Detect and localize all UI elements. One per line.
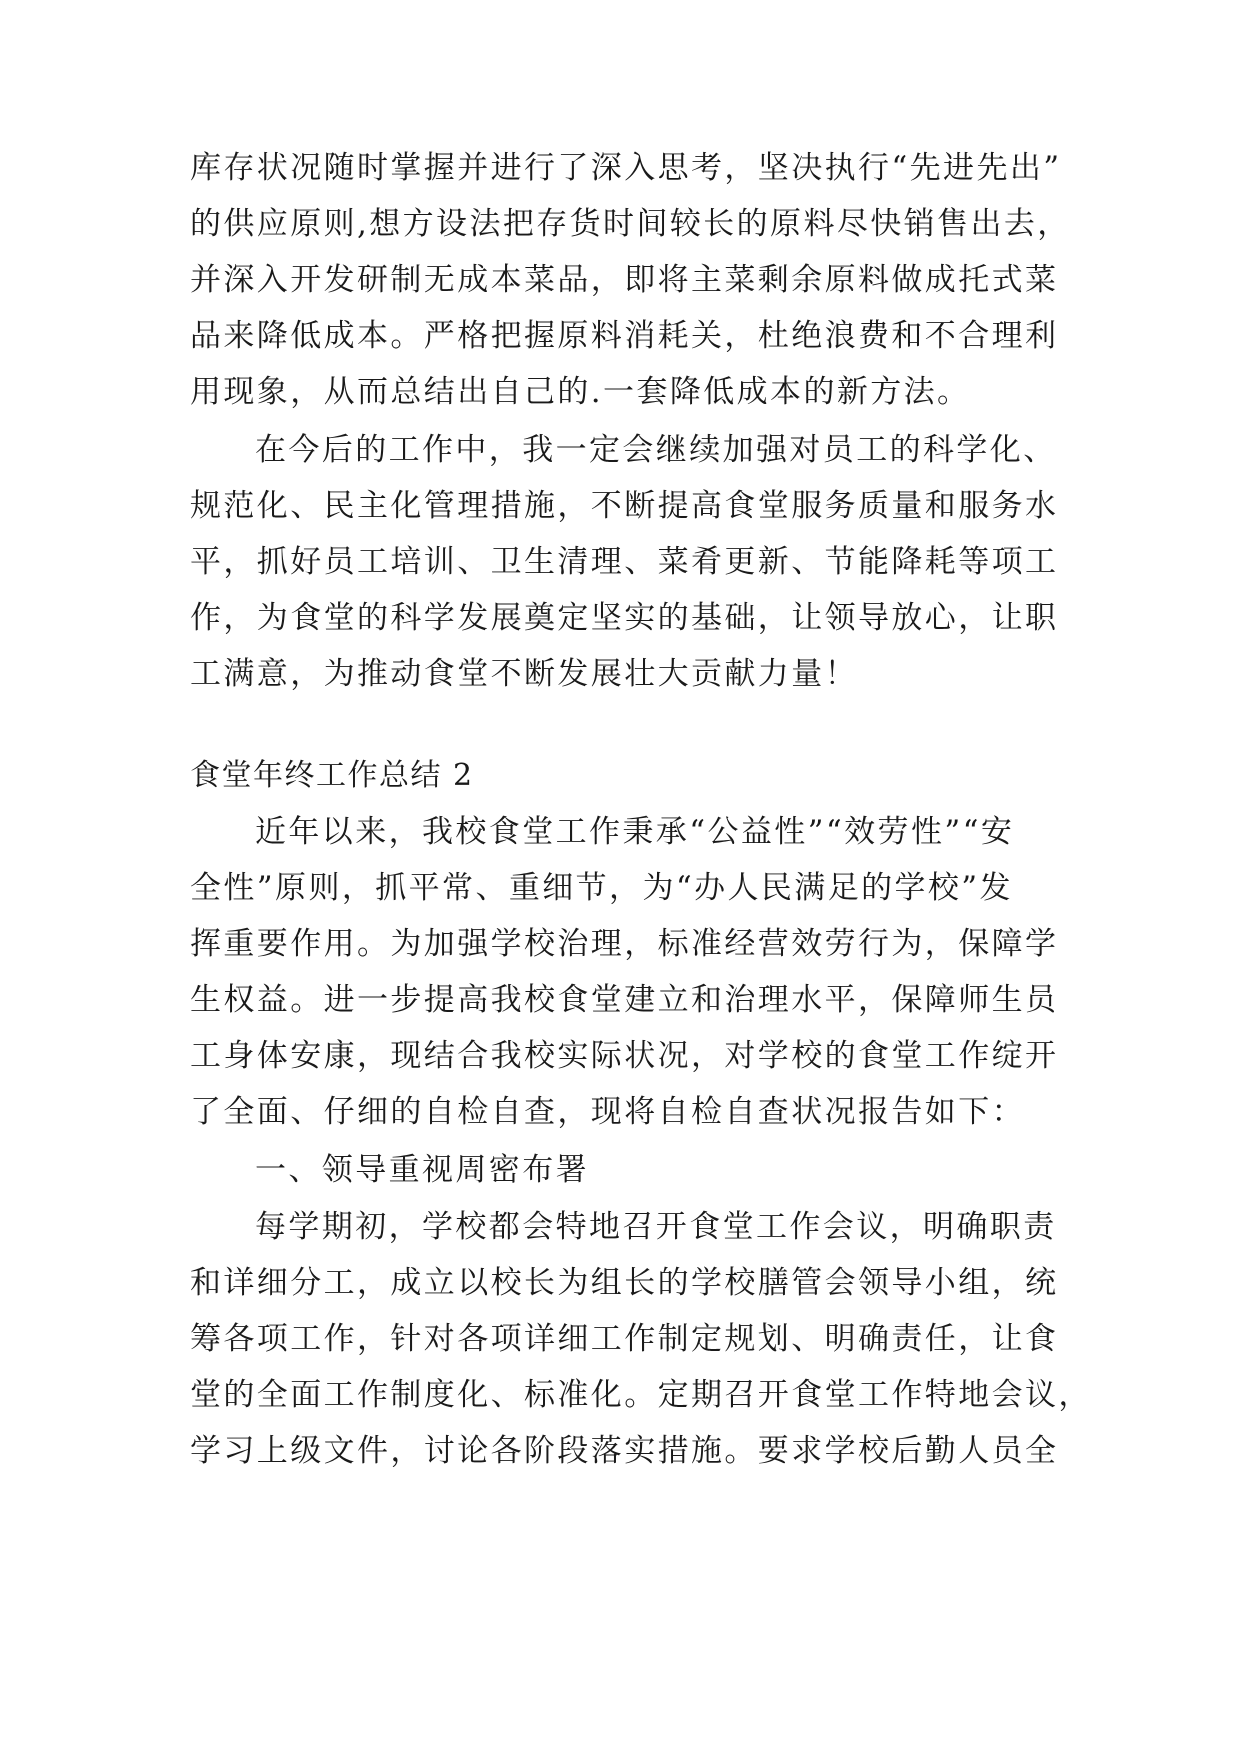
paragraph-line: 用现象，从而总结出自己的.一套降低成本的新方法。 (190, 374, 971, 410)
paragraph-line: 近年以来，我校食堂工作秉承“公益性”“效劳性”“安 (255, 814, 1015, 850)
paragraph-line: 工身体安康，现结合我校实际状况，对学校的食堂工作绽开 (190, 1038, 1059, 1074)
paragraph-line: 作，为食堂的科学发展奠定坚实的基础，让领导放心，让职 (190, 600, 1059, 636)
section-title: 食堂年终工作总结 2 (190, 758, 474, 793)
paragraph-line: 筹各项工作，针对各项详细工作制定规划、明确责任，让食 (190, 1321, 1059, 1357)
paragraph-line: 全性”原则，抓平常、重细节，为“办人民满足的学校”发 (190, 870, 1013, 906)
paragraph-line: 每学期初，学校都会特地召开食堂工作会议，明确职责 (255, 1209, 1057, 1245)
paragraph-line: 平，抓好员工培训、卫生清理、菜肴更新、节能降耗等项工 (190, 544, 1059, 580)
paragraph-line: 挥重要作用。为加强学校治理，标准经营效劳行为，保障学 (190, 926, 1059, 962)
paragraph-line: 学习上级文件，讨论各阶段落实措施。要求学校后勤人员全 (190, 1433, 1059, 1469)
paragraph-line: 并深入开发研制无成本菜品，即将主菜剩余原料做成托式菜 (190, 262, 1059, 298)
paragraph-line: 品来降低成本。严格把握原料消耗关，杜绝浪费和不合理利 (190, 318, 1059, 354)
paragraph-line: 生权益。进一步提高我校食堂建立和治理水平，保障师生员 (190, 982, 1059, 1018)
paragraph-line: 在今后的工作中，我一定会继续加强对员工的科学化、 (255, 432, 1057, 468)
paragraph-line: 了全面、仔细的自检自查，现将自检自查状况报告如下： (190, 1094, 1025, 1130)
subheading: 一、领导重视周密布署 (255, 1152, 589, 1188)
paragraph-line: 的供应原则,想方设法把存货时间较长的原料尽快销售出去， (190, 206, 1071, 242)
paragraph-line: 库存状况随时掌握并进行了深入思考，坚决执行“先进先出” (190, 150, 1062, 186)
paragraph-line: 堂的全面工作制度化、标准化。定期召开食堂工作特地会议， (190, 1377, 1092, 1413)
paragraph-line: 和详细分工，成立以校长为组长的学校膳管会领导小组，统 (190, 1265, 1059, 1301)
paragraph-line: 工满意，为推动食堂不断发展壮大贡献力量！ (190, 656, 858, 692)
paragraph-line: 规范化、民主化管理措施，不断提高食堂服务质量和服务水 (190, 488, 1059, 524)
